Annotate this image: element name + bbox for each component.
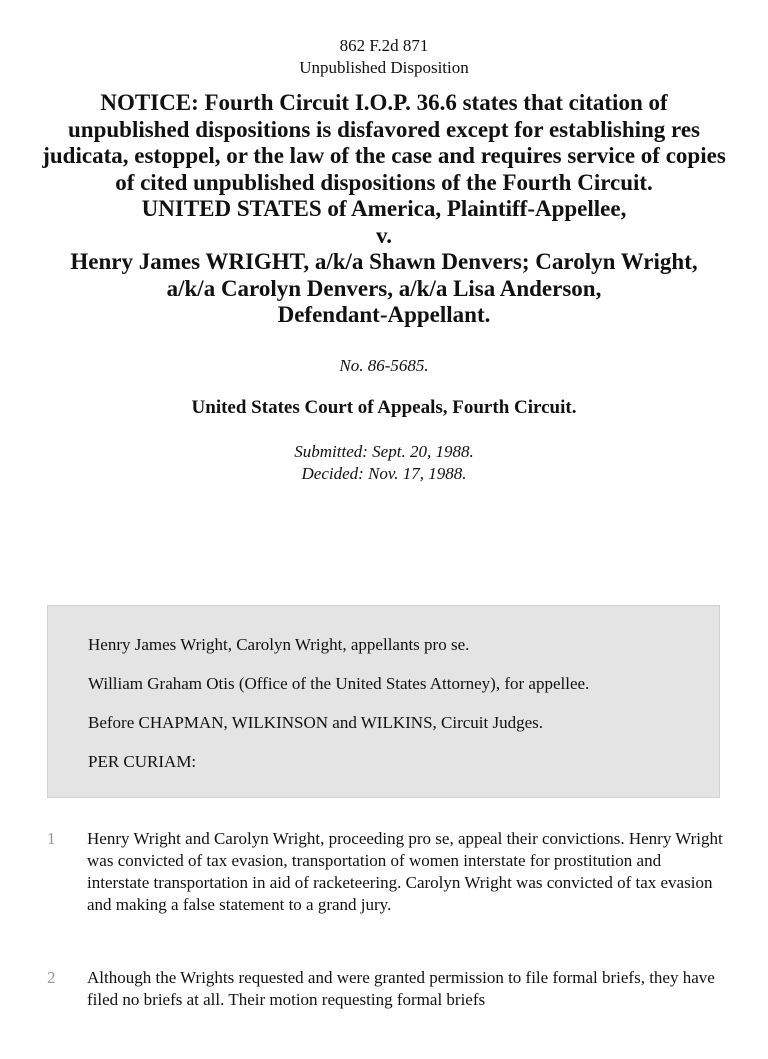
paragraph-number: 1 [47, 829, 56, 848]
paragraph-text: Although the Wrights requested and were granted permission to file formal briefs, they have filed no briefs at all. Their motion requesting formal briefs [87, 968, 715, 1009]
case-dates [0, 441, 768, 485]
opinion-paragraph-2 [47, 967, 727, 1011]
appellants-counsel: Henry James Wright, Carolyn Wright, appellants pro se. [88, 635, 470, 654]
opinion-paragraph-1 [47, 828, 727, 916]
submitted-date: Submitted: Sept. 20, 1988. [294, 441, 474, 461]
versus-line: v. [376, 222, 392, 248]
paragraph-number: 2 [47, 968, 56, 987]
per-curiam-label: PER CURIAM: [88, 752, 197, 771]
court-name: United States Court of Appeals, Fourth Circuit. [191, 396, 577, 418]
paragraph-text: Henry Wright and Carolyn Wright, proceeding pro se, appeal their convictions. Henry Wright was convicted of tax evasion, transportation of women interstate for prostitution and interstate transportation in aid of racketeering. Carolyn Wright was convicted of tax evasion and making a false statement to a grand jury. [87, 829, 723, 914]
judges-line: Before CHAPMAN, WILKINSON and WILKINS, Circuit Judges. [88, 713, 544, 732]
defendant-line-3: Defendant-Appellant. [277, 302, 491, 327]
appellee-counsel: William Graham Otis (Office of the United States Attorney), for appellee. [88, 674, 590, 693]
case-caption [42, 90, 726, 329]
notice-text: NOTICE: Fourth Circuit I.O.P. 36.6 states that citation of unpublished dispositions is disfavored except for establishing res judicata, estoppel, or the law of the case and requires service of copies of cited unpublished dispositions of the Fourth Circuit. [42, 90, 726, 195]
decided-date: Decided: Nov. 17, 1988. [301, 463, 467, 483]
counsel-box [47, 605, 720, 798]
docket-number: No. 86-5685. [339, 355, 429, 375]
case-header [0, 35, 768, 79]
disposition-label: Unpublished Disposition [299, 58, 469, 77]
plaintiff-line: UNITED STATES of America, Plaintiff-Appellee, [141, 196, 627, 221]
case-citation: 862 F.2d 871 [339, 36, 429, 55]
defendant-line-1: Henry James WRIGHT, a/k/a Shawn Denvers; Carolyn Wright, [70, 249, 698, 274]
defendant-line-2: a/k/a Carolyn Denvers, a/k/a Lisa Anderson, [166, 275, 602, 301]
